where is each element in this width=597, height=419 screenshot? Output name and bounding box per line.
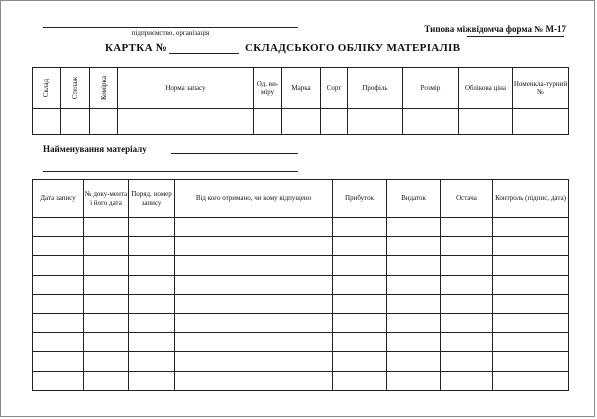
ledger-cell[interactable] — [84, 333, 129, 352]
ledger-cell[interactable] — [129, 352, 175, 371]
ledger-cell[interactable] — [333, 371, 387, 390]
cell-stock-norm[interactable] — [118, 109, 254, 135]
ledger-cell[interactable] — [387, 256, 441, 275]
ledger-cell[interactable] — [441, 218, 493, 237]
card-title: СКЛАДСЬКОГО ОБЛІКУ МАТЕРІАЛІВ — [245, 42, 461, 54]
cell-size[interactable] — [403, 109, 459, 135]
ledger-cell[interactable] — [33, 256, 84, 275]
cell-account-price[interactable] — [459, 109, 513, 135]
ledger-cell[interactable] — [493, 313, 569, 332]
ledger-cell[interactable] — [33, 275, 84, 294]
cell-profile[interactable] — [348, 109, 403, 135]
ledger-cell[interactable] — [175, 371, 333, 390]
ledger-cell[interactable] — [387, 218, 441, 237]
material-name-line-2[interactable] — [43, 171, 298, 172]
ledger-cell[interactable] — [129, 371, 175, 390]
ledger-cell[interactable] — [175, 313, 333, 332]
ledger-cell[interactable] — [441, 371, 493, 390]
ledger-row — [33, 256, 569, 275]
form-reference-underline — [467, 36, 564, 37]
header-control: Контроль (підпис, дата) — [493, 180, 569, 218]
header-size: Розмір — [403, 68, 459, 109]
ledger-cell[interactable] — [84, 352, 129, 371]
ledger-cell[interactable] — [333, 333, 387, 352]
ledger-cell[interactable] — [175, 218, 333, 237]
ledger-row — [33, 352, 569, 371]
ledger-row — [33, 218, 569, 237]
ledger-cell[interactable] — [441, 294, 493, 313]
ledger-cell[interactable] — [175, 275, 333, 294]
material-attributes-table — [32, 67, 569, 135]
table2-header-row — [33, 180, 569, 218]
ledger-cell[interactable] — [441, 256, 493, 275]
ledger-cell[interactable] — [387, 294, 441, 313]
header-stock-norm: Норма запасу — [118, 68, 254, 109]
ledger-row — [33, 333, 569, 352]
organization-line — [43, 27, 298, 28]
ledger-cell[interactable] — [493, 218, 569, 237]
ledger-cell[interactable] — [333, 256, 387, 275]
ledger-cell[interactable] — [129, 218, 175, 237]
movement-ledger-table — [32, 179, 569, 391]
header-from-to: Від кого отримано, чи кому відпущено — [175, 180, 333, 218]
ledger-cell[interactable] — [333, 294, 387, 313]
ledger-cell[interactable] — [84, 371, 129, 390]
ledger-cell[interactable] — [84, 237, 129, 256]
ledger-body — [33, 218, 569, 391]
ledger-row — [33, 294, 569, 313]
ledger-cell[interactable] — [175, 333, 333, 352]
material-name-label: Найменування матеріалу — [43, 144, 147, 154]
ledger-cell[interactable] — [175, 352, 333, 371]
ledger-cell[interactable] — [33, 294, 84, 313]
card-title-prefix: КАРТКА № — [105, 42, 168, 54]
ledger-row — [33, 371, 569, 390]
table1-value-row — [33, 109, 569, 135]
card-number-line — [169, 53, 239, 54]
ledger-cell[interactable] — [441, 275, 493, 294]
ledger-cell[interactable] — [441, 352, 493, 371]
ledger-cell[interactable] — [333, 237, 387, 256]
header-issue: Видаток — [387, 180, 441, 218]
header-account-price: Облікова ціна — [459, 68, 513, 109]
ledger-cell[interactable] — [387, 352, 441, 371]
ledger-cell[interactable] — [84, 218, 129, 237]
ledger-cell[interactable] — [333, 218, 387, 237]
header-profile: Профіль — [348, 68, 403, 109]
organization-caption: підприємство, організація — [131, 29, 210, 37]
ledger-cell[interactable] — [129, 333, 175, 352]
header-unit: Од. ви-міру — [254, 68, 282, 109]
header-receipt: Прибуток — [333, 180, 387, 218]
ledger-cell[interactable] — [84, 256, 129, 275]
ledger-row — [33, 275, 569, 294]
table1-header-row — [33, 68, 569, 109]
ledger-cell[interactable] — [387, 333, 441, 352]
ledger-cell[interactable] — [387, 371, 441, 390]
ledger-cell[interactable] — [84, 313, 129, 332]
ledger-cell[interactable] — [129, 275, 175, 294]
form-reference: Типова міжвідомча форма № М-17 — [424, 24, 566, 34]
ledger-cell[interactable] — [387, 275, 441, 294]
ledger-cell[interactable] — [333, 275, 387, 294]
header-warehouse: Склад — [33, 68, 61, 109]
ledger-cell[interactable] — [333, 313, 387, 332]
ledger-cell[interactable] — [333, 352, 387, 371]
header-grade: Сорт — [321, 68, 348, 109]
header-nomenclature-number: Номенкла-турний № — [513, 68, 569, 109]
ledger-cell[interactable] — [129, 256, 175, 275]
header-cell: Комірка — [90, 68, 118, 109]
ledger-row — [33, 237, 569, 256]
ledger-cell[interactable] — [175, 237, 333, 256]
header-brand: Марка — [282, 68, 321, 109]
ledger-cell[interactable] — [493, 333, 569, 352]
header-rack: Стелаж — [61, 68, 90, 109]
ledger-cell[interactable] — [387, 313, 441, 332]
ledger-cell[interactable] — [84, 294, 129, 313]
ledger-cell[interactable] — [33, 218, 84, 237]
cell-warehouse[interactable] — [33, 109, 61, 135]
ledger-row — [33, 313, 569, 332]
material-name-line-1[interactable] — [171, 153, 298, 154]
ledger-cell[interactable] — [84, 275, 129, 294]
ledger-cell[interactable] — [387, 237, 441, 256]
cell-grade[interactable] — [321, 109, 348, 135]
cell-nomenclature-number[interactable] — [513, 109, 569, 135]
ledger-cell[interactable] — [175, 256, 333, 275]
ledger-cell[interactable] — [33, 371, 84, 390]
header-record-number: Поряд. номер запису — [129, 180, 175, 218]
ledger-cell[interactable] — [493, 294, 569, 313]
ledger-cell[interactable] — [493, 275, 569, 294]
ledger-cell[interactable] — [33, 237, 84, 256]
ledger-cell[interactable] — [33, 352, 84, 371]
ledger-cell[interactable] — [33, 313, 84, 332]
cell-brand[interactable] — [282, 109, 321, 135]
ledger-cell[interactable] — [493, 237, 569, 256]
ledger-cell[interactable] — [129, 313, 175, 332]
cell-unit[interactable] — [254, 109, 282, 135]
header-document-number: № доку-мента і його дата — [84, 180, 129, 218]
ledger-cell[interactable] — [493, 256, 569, 275]
ledger-cell[interactable] — [175, 294, 333, 313]
ledger-cell[interactable] — [441, 313, 493, 332]
ledger-cell[interactable] — [493, 352, 569, 371]
ledger-cell[interactable] — [441, 333, 493, 352]
ledger-cell[interactable] — [129, 237, 175, 256]
ledger-cell[interactable] — [441, 237, 493, 256]
header-balance: Остача — [441, 180, 493, 218]
cell-cell[interactable] — [90, 109, 118, 135]
ledger-cell[interactable] — [129, 294, 175, 313]
cell-rack[interactable] — [61, 109, 90, 135]
ledger-cell[interactable] — [33, 333, 84, 352]
ledger-cell[interactable] — [493, 371, 569, 390]
header-record-date: Дата запису — [33, 180, 84, 218]
